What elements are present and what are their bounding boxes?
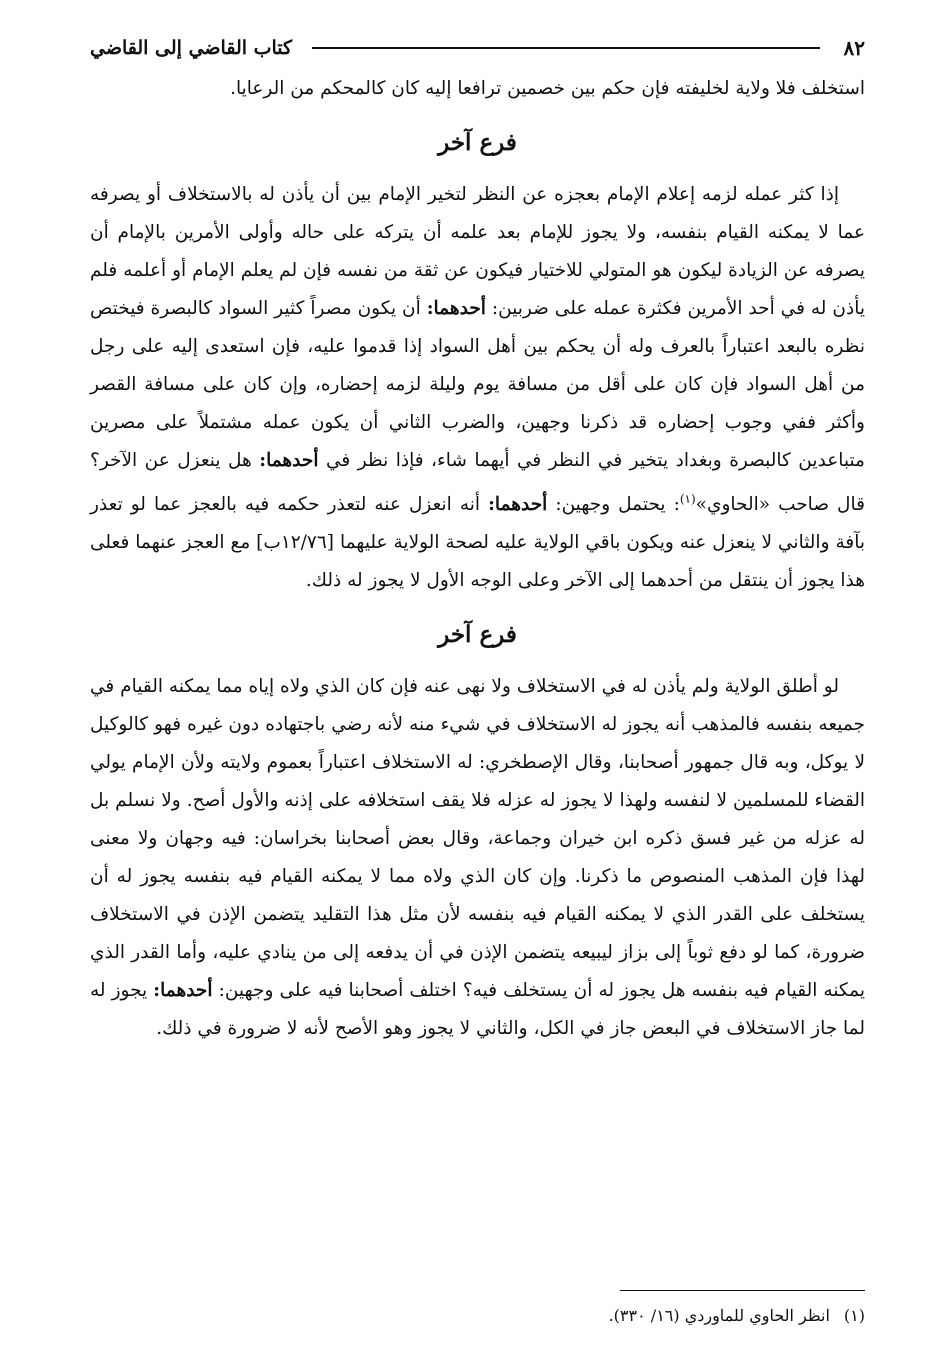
page-number: ٨٢ <box>843 36 865 60</box>
keyword-first: أحدهما: <box>426 298 486 319</box>
section2-text-1: لو أطلق الولاية ولم يأذن له في الاستخلاف ولا نهى عنه فإن كان الذي ولاه إياه مما يمكنه القيام في جميعه بنفسه فالمذهب أنه يجوز له الاستخلاف في شيء منه لأنه رضي باجتهاده دون غيره فهو كالوكيل لا يوكل، وبه قال جمهور أصحابنا، وقال الإصطخري: له الاستخلاف اعتباراً بعموم ولايته ولأن الإمام يولي القضاء للمسلمين لا لنفسه ولهذا لا يجوز له عزله فلا يقف استخلافه على إذنه والأول أصح. ولا نسلم بل له عزله من غير فسق ذكره ابن خيران وجماعة، وقال بعض أصحابنا بخراسان: فيه وجهان ولا معنى لهذا فإن المذهب المنصوص ما ذكرنا. وإن كان الذي ولاه مما لا يمكنه القيام فيه بنفسه يجوز له أن يستخلف على القدر الذي لا يمكنه القيام فيه بنفسه لأن مثل هذا التقليد يتضمن الإذن في الاستخلاف ضرورة، كما لو دفع ثوباً إلى بزاز ليبيعه يتضمن الإذن في أن يدفعه إلى من ينادي عليه، وأما القدر الذي يمكنه القيام فيه بنفسه هل يجوز له أن يستخلف فيه؟ اختلف أصحابنا فيه على وجهين: <box>90 676 865 1002</box>
continuation-paragraph: استخلف فلا ولاية لخليفته فإن حكم بين خصمين ترافعا إليه كان كالمحكم من الرعايا. <box>230 78 865 99</box>
keyword-first-2: أحدهما: <box>488 494 548 516</box>
section1-text-3: هل ينعزل عن الآخر؟ قال صاحب «الحاوي» <box>90 450 865 516</box>
keyword-one-of-them: أحدهما: <box>259 450 319 471</box>
section1-paragraph <box>90 176 865 600</box>
section2-paragraph <box>90 668 865 1048</box>
book-title: كتاب القاضي إلى القاضي <box>90 37 293 59</box>
footnote-reference[interactable]: (١) <box>679 492 696 506</box>
section1-text-5: أنه انعزل عنه لتعذر حكمه فيه بالعجز عما لو تعذر بآفة والثاني لا ينعزل عنه ويكون باقي الولاية عليه لصحة الولاية عليهما [١٢/٧٦ب] مع العجز عنهما فعلى هذا يجوز أن ينتقل من أحدهما إلى الآخر وعلى الوجه الأول لا يجوز له ذلك. <box>90 494 865 592</box>
section-heading-1: فرع آخر <box>438 129 517 156</box>
keyword-first-3: أحدهما: <box>153 980 213 1002</box>
running-header <box>90 28 865 68</box>
section1-text-2: أن يكون مصراً كثير السواد كالبصرة فيختص نظره بالبعد اعتباراً بالعرف وله أن يحكم بين أهل السواد إذا قدموا عليه، فإن استعدى إليه على رجل من أهل السواد فإن كان على أقل من مسافة يوم وليلة لزمه إحضاره، وإن كان على مسافة القصر وأكثر ففي وجوب إحضاره قد ذكرنا وجهين، والضرب الثاني أن يكون عمله مشتملاً على مصرين متباعدين كالبصرة وبغداد يتخير في النظر في أيهما شاء، فإذا نظر في <box>90 298 865 471</box>
footnote-number: (١) <box>843 1306 865 1325</box>
section-heading-2: فرع آخر <box>438 621 517 649</box>
footnote <box>90 1302 865 1330</box>
footnote-text: انظر الحاوي للماوردي (١٦/ ٣٣٠). <box>608 1306 830 1325</box>
page <box>90 28 865 1048</box>
section1-text-1: إذا كثر عمله لزمه إعلام الإمام بعجزه عن النظر لتخير الإمام بين أن يأذن له بالاستخلاف أو يصرفه عما لا يمكنه القيام بنفسه، ولا يجوز للإمام بعد علمه أن يتركه على حاله وأولى الأمرين بالإمام أن يصرفه عن الزيادة ليكون هو المتولي للاختيار فيكون عن ثقة من نفسه فإن لم يعلم الإمام أو أعلمه فلم يأذن له في أحد الأمرين فكثرة عمله على ضربين: <box>90 184 865 319</box>
section1-text-4: : يحتمل وجهين: <box>555 494 680 516</box>
section2-text-2: يجوز له لما جاز الاستخلاف في البعض جاز في الكل، والثاني لا يجوز وهو الأصح لأنه لا ضرورة في ذلك. <box>90 980 865 1040</box>
header-rule <box>312 47 819 49</box>
footnote-rule <box>620 1290 865 1291</box>
